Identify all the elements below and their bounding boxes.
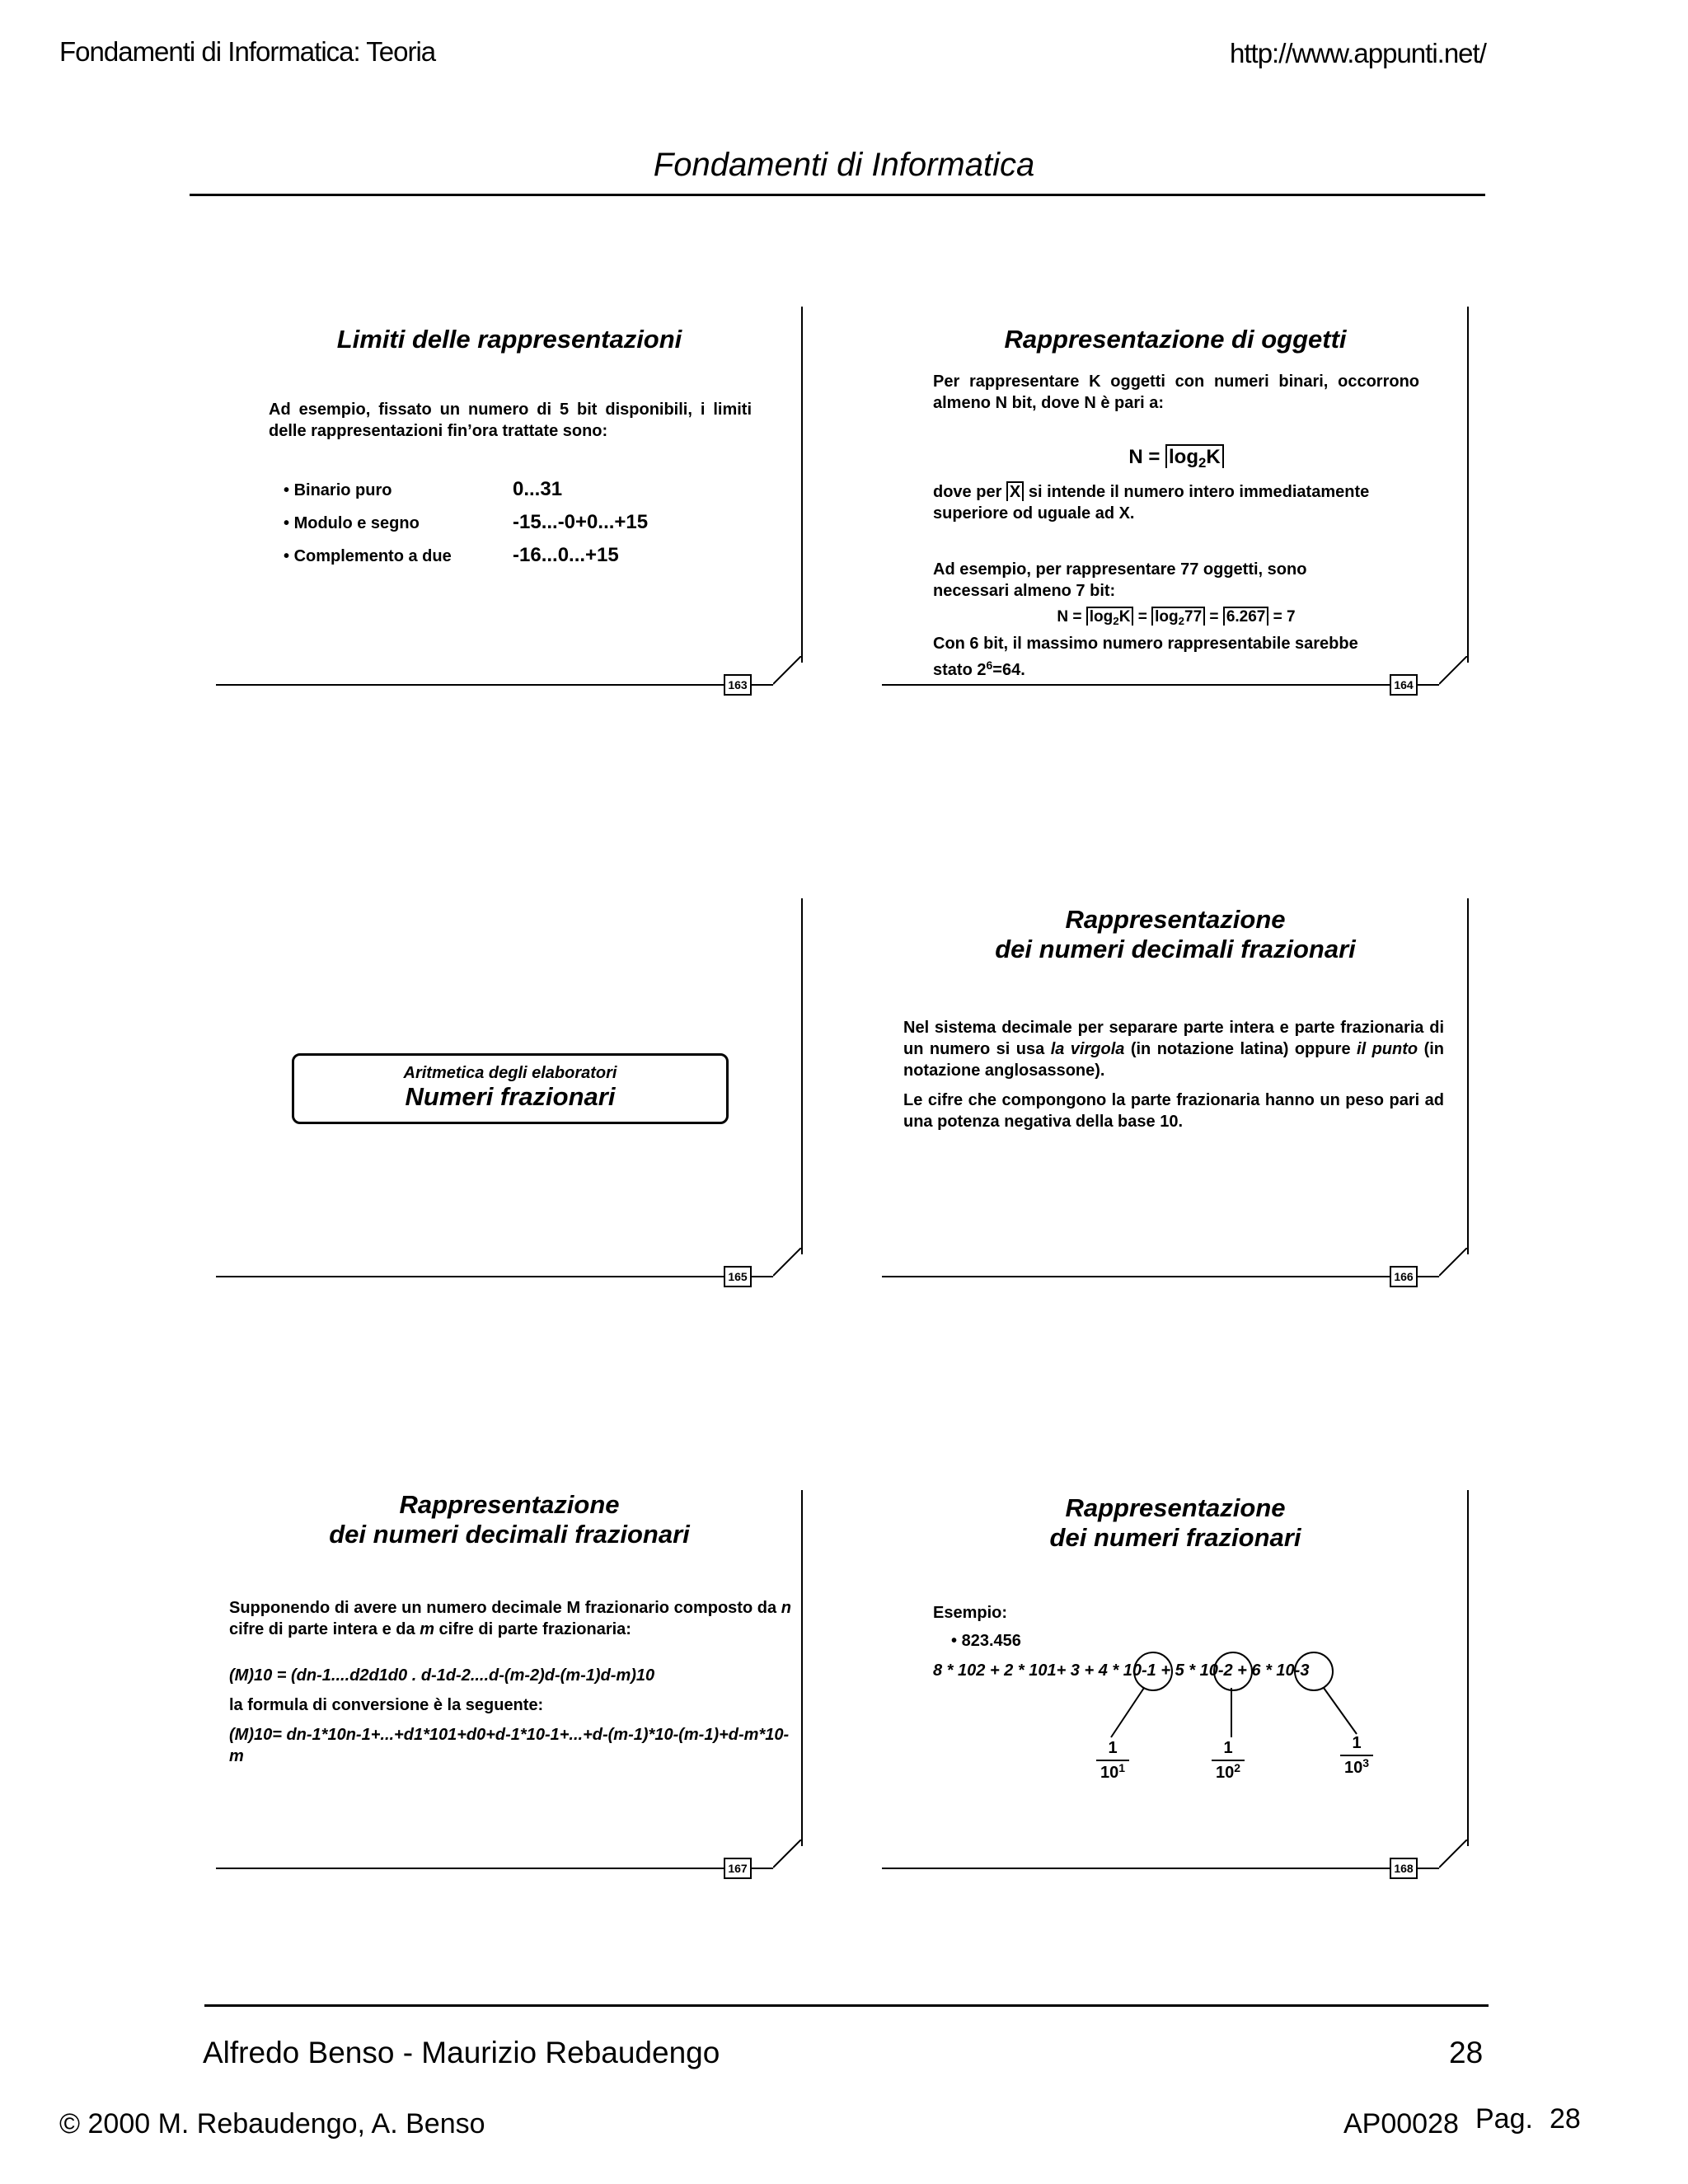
slide-title: Rappresentazione	[1065, 905, 1286, 934]
section-title: Numeri frazionari	[405, 1082, 616, 1111]
slide-number: 166	[1390, 1266, 1418, 1287]
footer-page-number: 28	[1449, 2036, 1484, 2069]
fraction: $\frac{1}{10^1}$	[1088, 1739, 1137, 1783]
slide-165	[216, 898, 803, 1283]
bullet-icon: •	[284, 481, 290, 499]
slide-title-line2: dei numeri decimali frazionari	[329, 1520, 690, 1549]
slide-163	[216, 307, 803, 691]
slide-title: Rappresentazione di oggetti	[1004, 325, 1347, 354]
bullet-icon: •	[284, 514, 290, 532]
example-label: Esempio:	[933, 1604, 1008, 1622]
formula: (M)10 = (dn-1....d2d1d0 . d-1d-2....d-(m-2)d-(m-1)d-m)10	[229, 1666, 655, 1685]
slide-title-line2: dei numeri frazionari	[1049, 1523, 1301, 1552]
slide-167	[216, 1490, 803, 1875]
footer-pag-number: 28	[1550, 2103, 1581, 2135]
slide-number: 163	[724, 674, 752, 696]
bullet-icon: •	[951, 1632, 958, 1650]
footer-copyright: © 2000 M. Rebaudengo, A. Benso	[59, 2108, 485, 2139]
formula: (M)10= dn-1*10n-1+...+d1*101+d0+d-1*10-1+...+d-(m-1)*10-(m-1)+d-m*10-m	[229, 1726, 790, 1765]
slide-164	[882, 307, 1469, 691]
section-subtitle: Aritmetica degli elaboratori	[403, 1064, 617, 1082]
header-rule	[190, 194, 1485, 196]
bullet-item: • 823.456	[951, 1632, 1021, 1650]
footer-code: AP00028	[1343, 2108, 1459, 2139]
connector-lines	[882, 1490, 1469, 1869]
slide-title: Rappresentazione	[399, 1490, 620, 1519]
slide-paragraph: Supponendo di avere un numero decimale M frazionario composto da n cifre di parte intera e da m cifre di parte frazionaria:	[229, 1599, 791, 1638]
bullet-item: • Complemento a due -16...0...+15	[284, 544, 619, 566]
slide-paragraph: Con 6 bit, il massimo numero rappresentabile sarebbe stato $2^6=64$.	[933, 635, 1358, 679]
footer-pag-label: Pag.	[1475, 2103, 1533, 2135]
page-fold-icon	[773, 1248, 803, 1277]
page-fold-icon	[773, 1840, 803, 1869]
slide-paragraph: dove per X si intende il numero intero immediatamente superiore od uguale ad X.	[933, 483, 1370, 523]
slide-paragraph: Le cifre che compongono la parte frazionaria hanno un peso pari ad una potenza negativa della base 10.	[903, 1091, 1444, 1131]
slide-number: 165	[724, 1266, 752, 1287]
bullet-item: • Binario puro 0...31	[284, 478, 563, 500]
page-fold-icon	[773, 656, 803, 686]
slide-paragraph: Nel sistema decimale per separare parte intera e parte frazionaria di un numero si usa la virgola (in notazione latina) oppure il punto (in notazione anglosassone).	[903, 1019, 1444, 1080]
slide-166	[882, 898, 1469, 1283]
formula: $N = \log_2K$	[933, 447, 1419, 474]
bullet-item: • Modulo e segno -15...-0+0...+15	[284, 511, 649, 533]
footer-rule	[204, 2004, 1489, 2007]
slide-number: 167	[724, 1858, 752, 1879]
fraction: $\frac{1}{10^2}$	[1203, 1739, 1253, 1783]
expansion-formula: 8 * 102 + 2 * 101+ 3 + 4 * 10-1 + 5 * 10-2 + 6 * 10-3	[933, 1661, 1310, 1680]
document-title: Fondamenti di Informatica	[653, 147, 1035, 183]
slide-title: Rappresentazione	[1065, 1493, 1286, 1522]
slide-title-line2: dei numeri decimali frazionari	[995, 935, 1356, 963]
slide-title: Limiti delle rappresentazioni	[336, 325, 682, 354]
formula: $N = \log_2K = \log_277 = 6.267 = 7$	[1057, 608, 1296, 627]
page-fold-icon	[1439, 656, 1469, 686]
slide-paragraph: la formula di conversione è la seguente:	[229, 1696, 544, 1714]
header-right: http://www.appunti.net/	[1230, 38, 1486, 68]
slide-paragraph: Ad esempio, per rappresentare 77 oggetti, sono necessari almeno 7 bit:	[933, 560, 1307, 600]
page-fold-icon	[1439, 1248, 1469, 1277]
slide-intro: Ad esempio, fissato un numero di 5 bit disponibili, i limiti delle rappresentazioni fin’ora trattate sono:	[269, 401, 752, 440]
slide-number: 168	[1390, 1858, 1418, 1879]
footer-authors: Alfredo Benso - Maurizio Rebaudengo	[203, 2036, 720, 2069]
slide-paragraph: Per rappresentare K oggetti con numeri binari, occorrono almeno N bit, dove N è pari a:	[933, 373, 1419, 412]
slide-number: 164	[1390, 674, 1418, 696]
bullet-icon: •	[284, 547, 290, 565]
fraction: $\frac{1}{10^3}$	[1332, 1734, 1381, 1778]
slide-168	[882, 1490, 1469, 1875]
section-box	[292, 1053, 729, 1124]
header-left: Fondamenti di Informatica: Teoria	[59, 36, 436, 67]
